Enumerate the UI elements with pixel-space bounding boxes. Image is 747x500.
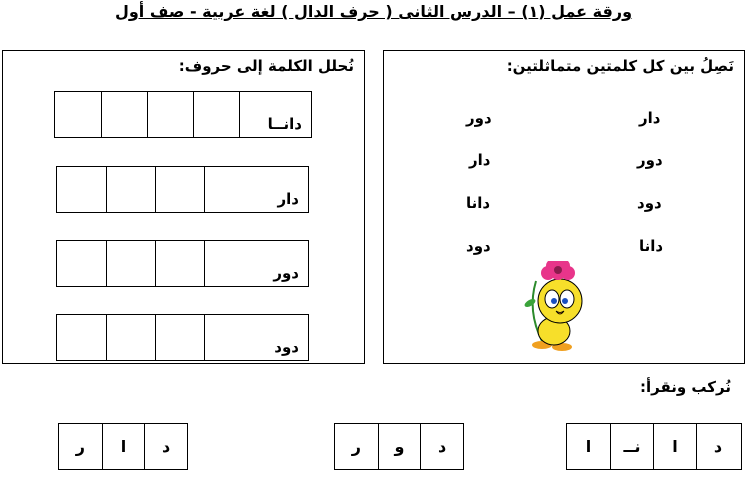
letter-box[interactable]	[193, 92, 239, 137]
build-heading: نُركب ونقرأ:	[639, 378, 731, 396]
letter-box[interactable]	[155, 241, 204, 286]
letter-tile: د	[420, 424, 463, 469]
letter-box[interactable]	[106, 241, 155, 286]
word-label: دانــا	[267, 115, 302, 133]
match-left-word[interactable]: دور	[466, 109, 492, 127]
letter-strip-4	[56, 314, 309, 361]
match-panel	[383, 50, 745, 364]
word-box	[204, 315, 307, 360]
word-box	[204, 167, 307, 212]
letter-box[interactable]	[57, 167, 106, 212]
match-right-word[interactable]: دانا	[639, 237, 664, 255]
word-label: دود	[274, 338, 299, 356]
letter-box[interactable]	[57, 315, 106, 360]
letter-box[interactable]	[55, 92, 101, 137]
match-left-word[interactable]: دود	[466, 237, 491, 255]
letter-tile: ا	[102, 424, 145, 469]
build-group-2	[334, 423, 464, 470]
letter-strip-1	[54, 91, 312, 138]
letter-box[interactable]	[147, 92, 193, 137]
letter-box[interactable]	[106, 315, 155, 360]
match-right-word[interactable]: دار	[639, 109, 661, 127]
letter-box[interactable]	[101, 92, 147, 137]
letter-tile: ر	[75, 437, 85, 456]
letter-tile: د	[696, 424, 739, 469]
letter-tile: و	[378, 424, 421, 469]
letter-tile: نــ	[610, 424, 653, 469]
letter-strip-3	[56, 240, 309, 287]
word-box	[204, 241, 307, 286]
letter-box[interactable]	[155, 315, 204, 360]
letter-tile: ا	[585, 437, 592, 456]
letter-tile: ر	[351, 437, 361, 456]
worksheet-title: ورقة عمل (١) – الدرس الثانى ( حرف الدال ) لغة عربية - صف أول	[114, 2, 633, 21]
match-left-word[interactable]: دانا	[466, 194, 491, 212]
letter-box[interactable]	[106, 167, 155, 212]
match-left-word[interactable]: دار	[469, 151, 491, 169]
letter-tile: د	[144, 424, 187, 469]
letter-strip-2	[56, 166, 309, 213]
letter-box[interactable]	[155, 167, 204, 212]
analyze-panel	[2, 50, 365, 364]
word-label: دور	[273, 264, 299, 282]
match-right-word[interactable]: دود	[637, 194, 662, 212]
match-heading: نَصِلُ بين كل كلمتين متماثلتين:	[506, 57, 734, 75]
build-group-3	[58, 423, 188, 470]
word-label: دار	[277, 190, 299, 208]
build-group-1	[566, 423, 742, 470]
letter-tile: ا	[653, 424, 696, 469]
tweety-bird-icon	[522, 261, 592, 353]
word-box	[239, 92, 310, 137]
match-right-word[interactable]: دور	[637, 151, 663, 169]
letter-box[interactable]	[57, 241, 106, 286]
analyze-heading: نُحلل الكلمة إلى حروف:	[178, 57, 354, 75]
